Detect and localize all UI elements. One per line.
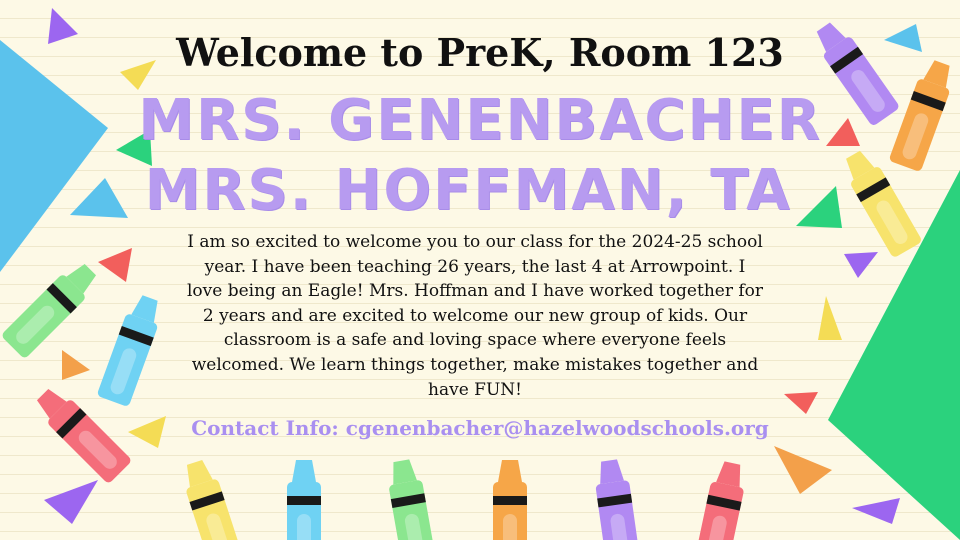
slide-title: Welcome to PreK, Room 123 [176, 30, 784, 75]
crayon-purple [592, 458, 641, 540]
triangle-confetti [844, 252, 878, 278]
triangle-confetti [774, 446, 832, 494]
triangle-confetti [852, 498, 900, 524]
crayon-green [385, 458, 438, 540]
triangle-confetti [44, 480, 98, 524]
welcome-message: I am so excited to welcome you to our class for the 2024-25 school year. I have been teaching 26 years, the last 4 at Arrowpoint. I love being an Eagle! Mrs. Hoffman and I have worked together for 2 years and are excited to welcome our new group of kids. Our classroom is a safe and loving space where everyone feels welcomed. We learn things together, make mistakes together and have FUN! [186, 232, 764, 400]
crayon-green [1, 258, 103, 360]
crayon-red [693, 460, 749, 540]
triangle-confetti [98, 248, 132, 282]
crayon-yellow [178, 457, 244, 540]
assistant-name: MRS. HOFFMAN, TA [144, 158, 792, 223]
crayon-orange [493, 460, 527, 540]
crayon-blue [97, 292, 167, 407]
triangle-confetti [818, 296, 842, 340]
triangle-confetti [62, 350, 90, 380]
crayon-blue [287, 460, 321, 540]
contact-info: Contact Info: cgenenbacher@hazelwoodschools.org [191, 416, 769, 440]
teacher-name: MRS. GENENBACHER [138, 88, 822, 153]
triangle-confetti [784, 392, 818, 414]
